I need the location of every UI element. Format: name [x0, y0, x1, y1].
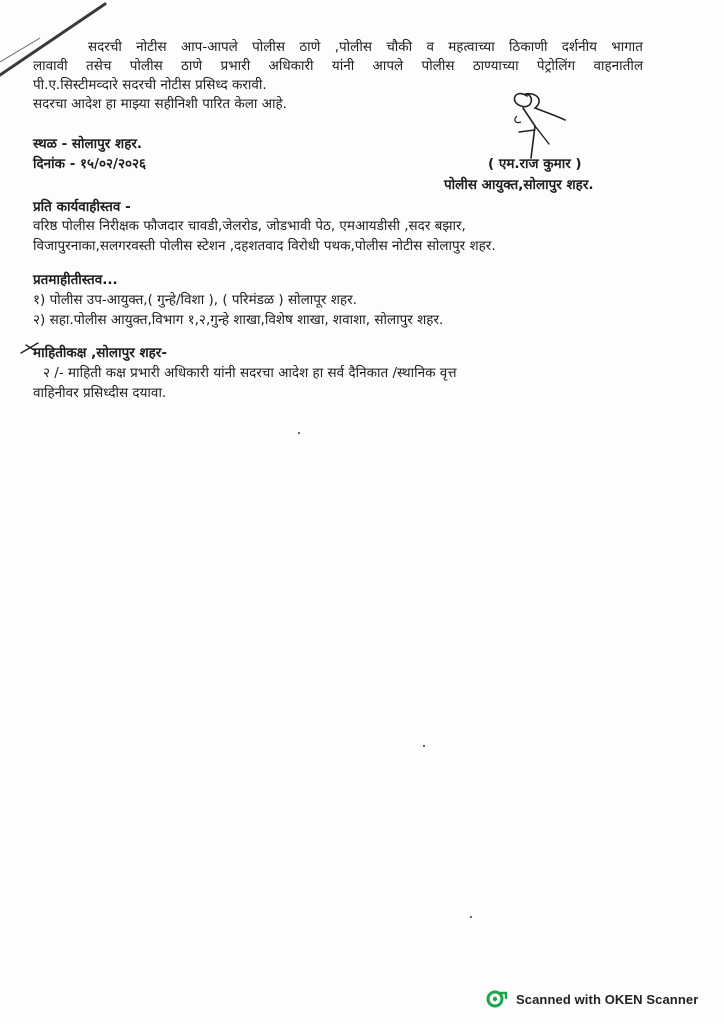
scanner-watermark-label: Scanned with OKEN Scanner: [516, 991, 699, 1007]
scan-speck: [423, 745, 425, 747]
info-cell-line1: २ /- माहिती कक्ष प्रभारी अधिकारी यांनी सदरचा आदेश हा सर्व दैनिकात /स्थानिक वृत्त: [43, 365, 457, 381]
body-para1-line2: लावावी तसेच पोलीस ठाणे प्रभारी अधिकारी यांनी आपले पोलीस ठाण्याच्या पेट्रोलिंग वाहनातील: [33, 58, 643, 74]
scan-speck: [470, 916, 472, 918]
info-cell-line2: वाहिनीवर प्रसिध्दीस दयावा.: [33, 385, 167, 401]
body-para2: सदरचा आदेश हा माझ्या सहीनिशी पारित केला आहे.: [33, 96, 287, 112]
signatory-name: ( एम.राज कुमार ): [488, 156, 582, 172]
scan-speck: [298, 432, 300, 434]
action-copy-heading: प्रति कार्यवाहीस्तव -: [33, 199, 131, 215]
scanner-watermark: [486, 990, 698, 1008]
action-copy-line2: विजापुरनाका,सलगरवस्ती पोलीस स्टेशन ,दहशतवाद विरोधी पथक,पोलीस नोटीस सोलापुर शहर.: [33, 238, 496, 254]
info-copy-heading: प्रतमाहीतीस्तव...: [33, 272, 118, 288]
info-copy-item1: १) पोलीस उप-आयुक्त,( गुन्हे/विशा ), ( परिमंडळ ) सोलापूर शहर.: [33, 292, 357, 308]
body-para1-line3: पी.ए.सिस्टीमव्दारे सदरची नोटीस प्रसिध्द करावी.: [33, 77, 267, 93]
body-para1-line1: सदरची नोटीस आप-आपले पोलीस ठाणे ,पोलीस चौकी व महत्वाच्या ठिकाणी दर्शनीय भागात: [88, 39, 643, 55]
handwritten-signature-icon: [505, 86, 575, 161]
place-line: स्थळ - सोलापुर शहर.: [33, 136, 143, 152]
oken-scanner-logo-icon: [486, 990, 508, 1008]
date-line: दिनांक - १५/०२/२०२६: [33, 156, 147, 172]
info-copy-item2: २) सहा.पोलीस आयुक्त,विभाग १,२,गुन्हे शाखा,विशेष शाखा, शवाशा, सोलापुर शहर.: [33, 312, 444, 328]
info-cell-heading: माहितीकक्ष ,सोलापुर शहर-: [33, 345, 167, 361]
signatory-designation: पोलीस आयुक्त,सोलापुर शहर.: [444, 177, 594, 193]
action-copy-line1: वरिष्ठ पोलीस निरीक्षक फौजदार चावडी,जेलरोड, जोडभावी पेठ, एमआयडीसी ,सदर बझार,: [33, 218, 466, 234]
